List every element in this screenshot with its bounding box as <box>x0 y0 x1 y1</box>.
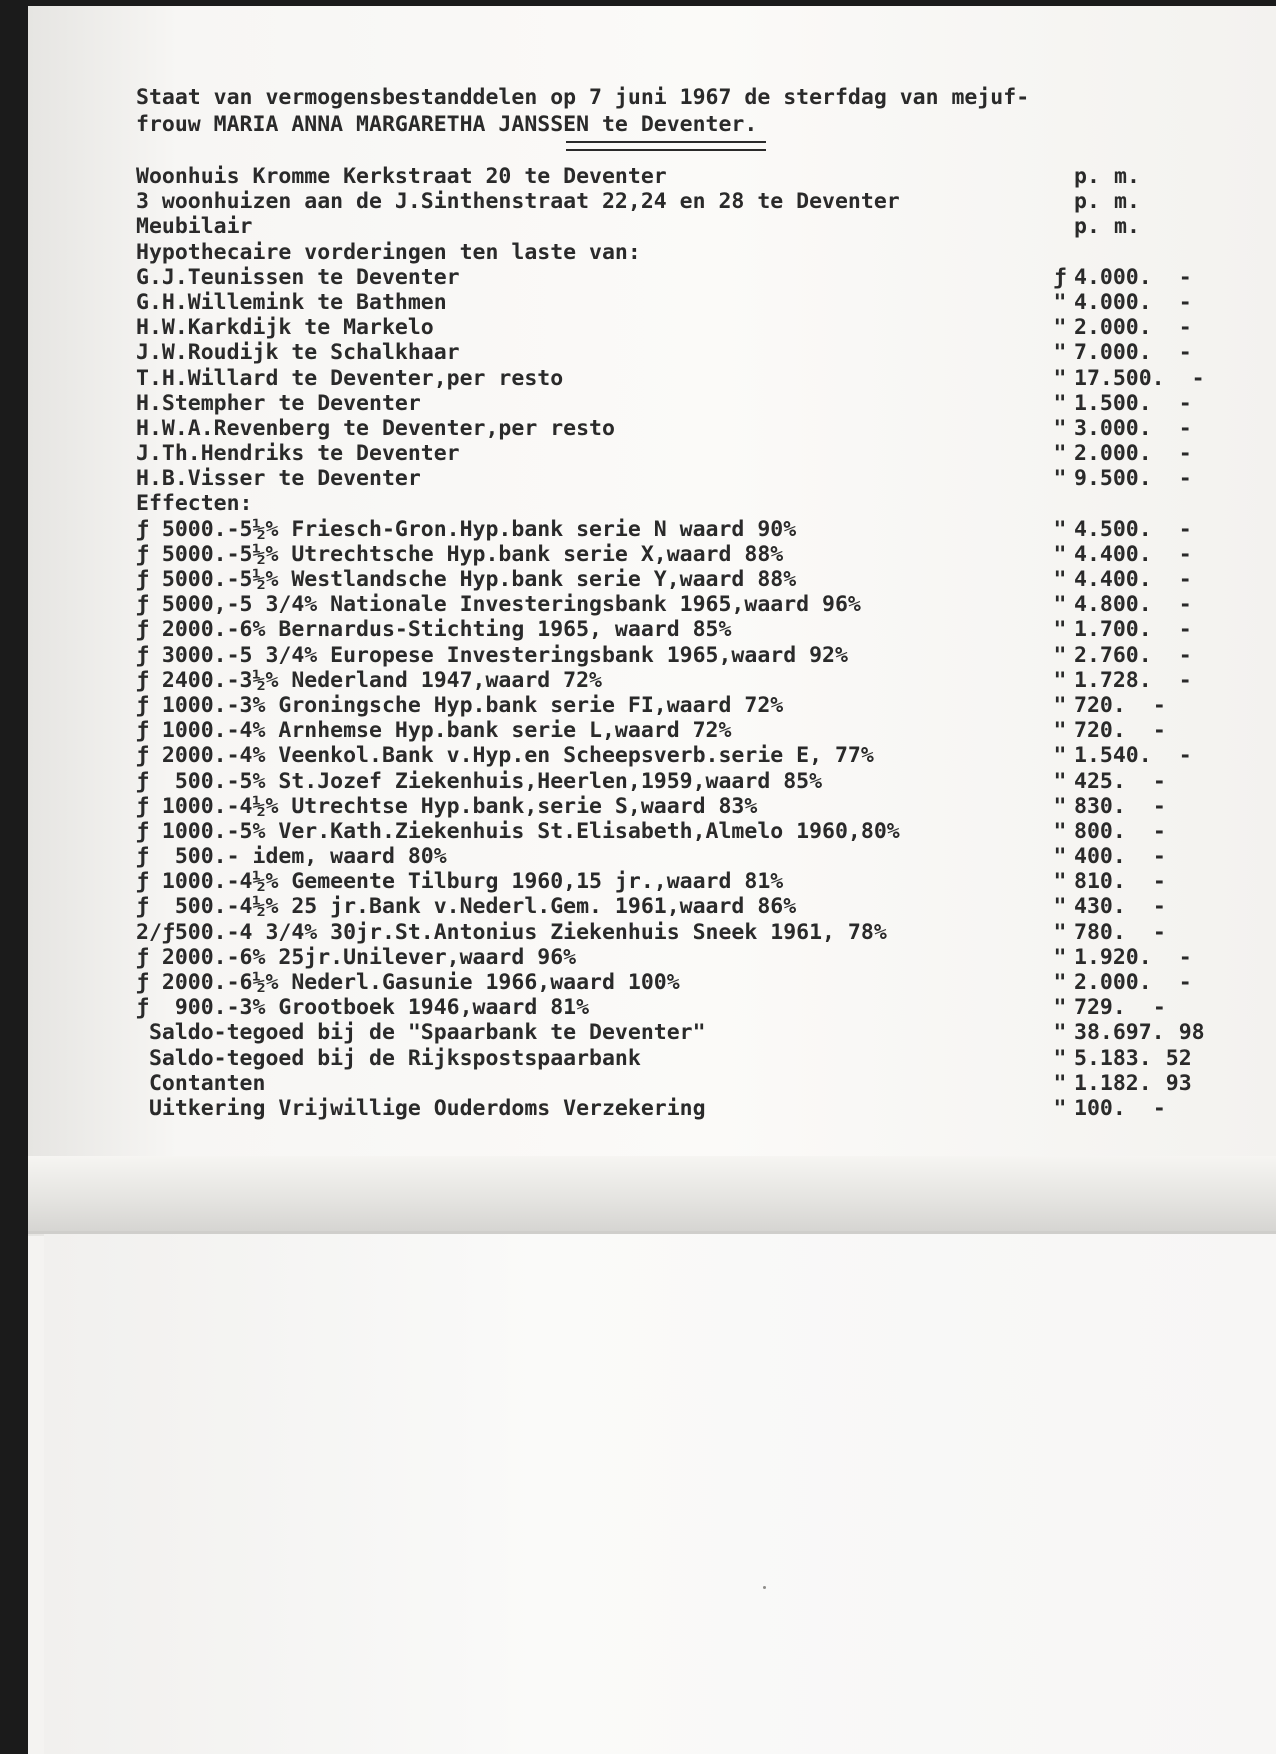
amount-value: 100. <box>1074 1095 1126 1121</box>
asset-row <box>136 995 1226 1020</box>
currency-mark <box>1046 240 1074 265</box>
amount-value: 4.400. <box>1074 541 1152 567</box>
asset-row <box>136 214 1226 239</box>
asset-row <box>136 240 1226 265</box>
currency-mark: " <box>1053 768 1067 794</box>
amount-value: 7.000. <box>1074 340 1152 366</box>
currency-mark: " <box>1053 642 1067 668</box>
amount-value: p. <box>1074 214 1100 240</box>
currency-mark: " <box>1053 919 1067 945</box>
amount-value: 2.000. <box>1074 315 1152 341</box>
cents-value: - <box>1178 617 1192 643</box>
amount-value: 720. <box>1074 692 1126 718</box>
asset-description: ƒ 5000.-5½% Westlandsche Hyp.bank serie Y,waard 88% <box>136 567 797 592</box>
currency-mark: " <box>1053 869 1067 895</box>
asset-description: ƒ 2000.-4% Veenkol.Bank v.Hyp.en Scheepsverb.serie E, 77% <box>136 743 874 769</box>
asset-description: J.W.Roudijk te Schalkhaar <box>136 340 460 366</box>
cents-value: - <box>1178 390 1192 416</box>
amount-value: 425. <box>1074 768 1126 794</box>
amount-value: 3.000. <box>1074 415 1152 441</box>
asset-row <box>136 844 1226 869</box>
cents-value: - <box>1191 365 1205 391</box>
currency-mark: " <box>1053 844 1067 870</box>
cents-value: - <box>1178 944 1192 970</box>
asset-row <box>136 592 1226 617</box>
asset-row <box>136 1046 1226 1071</box>
cents-value: m. <box>1114 214 1140 240</box>
cents-value: 52 <box>1165 1045 1192 1071</box>
asset-description: ƒ 900.-3% Grootboek 1946,waard 81% <box>136 995 590 1021</box>
asset-row <box>136 794 1226 819</box>
asset-row <box>136 164 1226 189</box>
asset-description: ƒ 2000.-6% Bernardus-Stichting 1965, waard 85% <box>136 617 732 643</box>
cents-value: - <box>1178 541 1192 567</box>
document-title-line-1: Staat van vermogensbestanddelen op 7 juni 1967 de sterfdag van mejuf- <box>136 85 1030 110</box>
asset-row <box>136 441 1226 466</box>
amount-value: 830. <box>1074 793 1126 819</box>
amount-value: 1.920. <box>1074 944 1152 970</box>
currency-mark: " <box>1053 415 1067 441</box>
asset-table <box>136 164 1226 1121</box>
currency-mark: ƒ <box>1053 264 1067 290</box>
asset-row <box>136 1020 1226 1045</box>
asset-row <box>136 743 1226 768</box>
cents-value: - <box>1152 995 1166 1021</box>
currency-mark: " <box>1053 390 1067 416</box>
asset-description: ƒ 1000.-3% Groningsche Hyp.bank serie FI,waard 72% <box>136 692 784 718</box>
asset-description: G.J.Teunissen te Deventer <box>136 264 460 290</box>
amount-value: 9.500. <box>1074 466 1152 492</box>
asset-row <box>136 643 1226 668</box>
currency-mark: " <box>1053 995 1067 1021</box>
cents-value: - <box>1152 894 1166 920</box>
cents-value: - <box>1152 692 1166 718</box>
asset-row <box>136 945 1226 970</box>
cents-value: - <box>1178 289 1192 315</box>
amount-value: 720. <box>1074 718 1126 744</box>
cents-value: - <box>1152 793 1166 819</box>
currency-mark <box>1046 491 1074 516</box>
amount-value: 1.540. <box>1074 743 1152 769</box>
amount-value: 4.800. <box>1074 592 1152 618</box>
currency-mark: " <box>1053 541 1067 567</box>
asset-description: H.W.Karkdijk te Markelo <box>136 315 434 341</box>
currency-mark: " <box>1053 1070 1067 1096</box>
asset-row <box>136 894 1226 919</box>
cents-value: - <box>1152 1095 1166 1121</box>
asset-row <box>136 542 1226 567</box>
currency-mark: " <box>1053 692 1067 718</box>
currency-mark: " <box>1053 1045 1067 1071</box>
currency-mark: " <box>1053 289 1067 315</box>
amount-value: 38.697. <box>1074 1020 1165 1046</box>
currency-mark: " <box>1053 315 1067 341</box>
paper-lower-section <box>44 1234 1276 1754</box>
cents-value: - <box>1178 315 1192 341</box>
cents-value: - <box>1178 441 1192 467</box>
amount-value: 1.182. <box>1074 1070 1152 1096</box>
asset-description: ƒ 1000.-5% Ver.Kath.Ziekenhuis St.Elisabeth,Almelo 1960,80% <box>136 818 900 844</box>
currency-mark: " <box>1053 567 1067 592</box>
currency-mark: " <box>1053 1095 1067 1121</box>
asset-row <box>136 315 1226 340</box>
asset-row <box>136 416 1226 441</box>
asset-row <box>136 693 1226 718</box>
asset-row <box>136 265 1226 290</box>
asset-row <box>136 718 1226 743</box>
currency-mark: " <box>1053 466 1067 492</box>
asset-row <box>136 466 1226 491</box>
amount-value: 430. <box>1074 894 1126 920</box>
cents-value: - <box>1152 818 1166 844</box>
asset-description: ƒ 1000.-4% Arnhemse Hyp.bank serie L,waard 72% <box>136 718 732 744</box>
currency-mark: " <box>1053 617 1067 643</box>
asset-description: 2/ƒ500.-4 3/4% 30jr.St.Antonius Ziekenhuis Sneek 1961, 78% <box>136 919 887 945</box>
asset-row <box>136 517 1226 542</box>
cents-value: m. <box>1114 189 1140 215</box>
cents-value: - <box>1178 743 1192 769</box>
asset-description: Meubilair <box>136 214 253 240</box>
asset-description: ƒ 500.-4½% 25 jr.Bank v.Nederl.Gem. 1961,waard 86% <box>136 894 797 920</box>
title-double-underline <box>566 141 766 151</box>
cents-value: - <box>1178 667 1192 693</box>
currency-mark: " <box>1053 894 1067 920</box>
currency-mark: " <box>1053 743 1067 769</box>
asset-description: ƒ 5000.-5½% Utrechtsche Hyp.bank serie X,waard 88% <box>136 541 784 567</box>
asset-description: Saldo-tegoed bij de "Spaarbank te Deventer" <box>136 1020 706 1046</box>
asset-description: Effecten: <box>136 491 253 517</box>
currency-mark: " <box>1053 516 1067 542</box>
amount-value: p. <box>1074 164 1100 189</box>
currency-mark <box>1046 189 1074 214</box>
asset-description: ƒ 2000.-6½% Nederl.Gasunie 1966,waard 100% <box>136 970 680 995</box>
currency-mark: " <box>1053 1020 1067 1046</box>
asset-row <box>136 1096 1226 1121</box>
cents-value: 93 <box>1165 1070 1192 1096</box>
cents-value: - <box>1152 844 1166 870</box>
amount-value: 729. <box>1074 995 1126 1021</box>
amount-value: 1.500. <box>1074 390 1152 416</box>
asset-description: Saldo-tegoed bij de Rijkspostspaarbank <box>136 1045 641 1071</box>
currency-mark: " <box>1053 793 1067 819</box>
asset-row <box>136 617 1226 642</box>
cents-value: m. <box>1114 164 1140 189</box>
currency-mark <box>1046 214 1074 239</box>
asset-row <box>136 290 1226 315</box>
asset-description: ƒ 5000.-5½% Friesch-Gron.Hyp.bank serie N waard 90% <box>136 516 797 542</box>
paper-fold-shadow <box>28 1156 1276 1231</box>
amount-value: 400. <box>1074 844 1126 870</box>
asset-description: ƒ 1000.-4½% Gemeente Tilburg 1960,15 jr.,waard 81% <box>136 869 784 895</box>
asset-description: H.B.Visser te Deventer <box>136 466 421 492</box>
asset-row <box>136 391 1226 416</box>
asset-description: J.Th.Hendriks te Deventer <box>136 441 460 467</box>
asset-description: ƒ 1000.-4½% Utrechtse Hyp.bank,serie S,waard 83% <box>136 793 758 819</box>
asset-description: T.H.Willard te Deventer,per resto <box>136 365 564 391</box>
asset-row <box>136 869 1226 894</box>
currency-mark: " <box>1053 592 1067 618</box>
cents-value: - <box>1178 466 1192 492</box>
cents-value: - <box>1152 869 1166 895</box>
asset-description: 3 woonhuizen aan de J.Sinthenstraat 22,24 en 28 te Deventer <box>136 189 900 215</box>
cents-value: 98 <box>1178 1020 1205 1046</box>
amount-value: 4.000. <box>1074 289 1152 315</box>
currency-mark: " <box>1053 944 1067 970</box>
cents-value: - <box>1178 592 1192 618</box>
asset-row <box>136 920 1226 945</box>
asset-description: Woonhuis Kromme Kerkstraat 20 te Deventer <box>136 164 667 189</box>
asset-description: ƒ 2400.-3½% Nederland 1947,waard 72% <box>136 667 602 693</box>
currency-mark <box>1046 164 1074 189</box>
amount-value: 5.183. <box>1074 1045 1152 1071</box>
amount-value: 1.728. <box>1074 667 1152 693</box>
asset-description: H.W.A.Revenberg te Deventer,per resto <box>136 415 615 441</box>
asset-description: Uitkering Vrijwillige Ouderdoms Verzekering <box>136 1095 706 1121</box>
currency-mark: " <box>1053 718 1067 744</box>
amount-value: 810. <box>1074 869 1126 895</box>
cents-value: - <box>1152 768 1166 794</box>
asset-description: Hypothecaire vorderingen ten laste van: <box>136 239 641 265</box>
cents-value: - <box>1178 415 1192 441</box>
currency-mark: " <box>1053 667 1067 693</box>
currency-mark: " <box>1053 441 1067 467</box>
currency-mark: " <box>1053 365 1067 391</box>
currency-mark: " <box>1053 818 1067 844</box>
amount-value: 2.760. <box>1074 642 1152 668</box>
asset-row <box>136 567 1226 592</box>
asset-description: ƒ 2000.-6% 25jr.Unilever,waard 96% <box>136 944 577 970</box>
typed-document <box>136 84 1226 1121</box>
amount-value: 17.500. <box>1074 365 1165 391</box>
asset-description: H.Stempher te Deventer <box>136 390 421 416</box>
amount-value: 4.000. <box>1074 264 1152 290</box>
asset-description: Contanten <box>136 1070 266 1096</box>
asset-description: G.H.Willemink te Bathmen <box>136 289 447 315</box>
currency-mark: " <box>1053 340 1067 366</box>
cents-value: - <box>1178 340 1192 366</box>
amount-value: 2.000. <box>1074 441 1152 467</box>
cents-value: - <box>1178 567 1192 592</box>
amount-value: 4.500. <box>1074 516 1152 542</box>
asset-row <box>136 970 1226 995</box>
paper-speck <box>763 1586 766 1589</box>
asset-description: ƒ 500.- idem, waard 80% <box>136 844 447 870</box>
cents-value: - <box>1152 919 1166 945</box>
cents-value: - <box>1152 718 1166 744</box>
asset-description: ƒ 500.-5% St.Jozef Ziekenhuis,Heerlen,1959,waard 85% <box>136 768 823 794</box>
asset-row <box>136 189 1226 214</box>
amount-value: 800. <box>1074 818 1126 844</box>
amount-value: 2.000. <box>1074 970 1152 995</box>
asset-description: ƒ 5000,-5 3/4% Nationale Investeringsbank 1965,waard 96% <box>136 592 861 618</box>
asset-row <box>136 1071 1226 1096</box>
asset-row <box>136 366 1226 391</box>
cents-value <box>1074 491 1114 516</box>
amount-value: 4.400. <box>1074 567 1152 592</box>
asset-row <box>136 340 1226 365</box>
asset-description: ƒ 3000.-5 3/4% Europese Investeringsbank 1965,waard 92% <box>136 642 848 668</box>
currency-mark: " <box>1053 970 1067 995</box>
asset-row <box>136 491 1226 516</box>
asset-row <box>136 769 1226 794</box>
cents-value: - <box>1178 642 1192 668</box>
cents-value <box>1074 240 1114 265</box>
cents-value: - <box>1178 516 1192 542</box>
amount-value: p. <box>1074 189 1100 215</box>
document-title-line-2: frouw MARIA ANNA MARGARETHA JANSSEN te Deventer. <box>136 112 758 137</box>
asset-row <box>136 668 1226 693</box>
amount-value: 780. <box>1074 919 1126 945</box>
asset-row <box>136 819 1226 844</box>
cents-value: - <box>1178 264 1192 290</box>
amount-value: 1.700. <box>1074 617 1152 643</box>
cents-value: - <box>1178 970 1192 995</box>
